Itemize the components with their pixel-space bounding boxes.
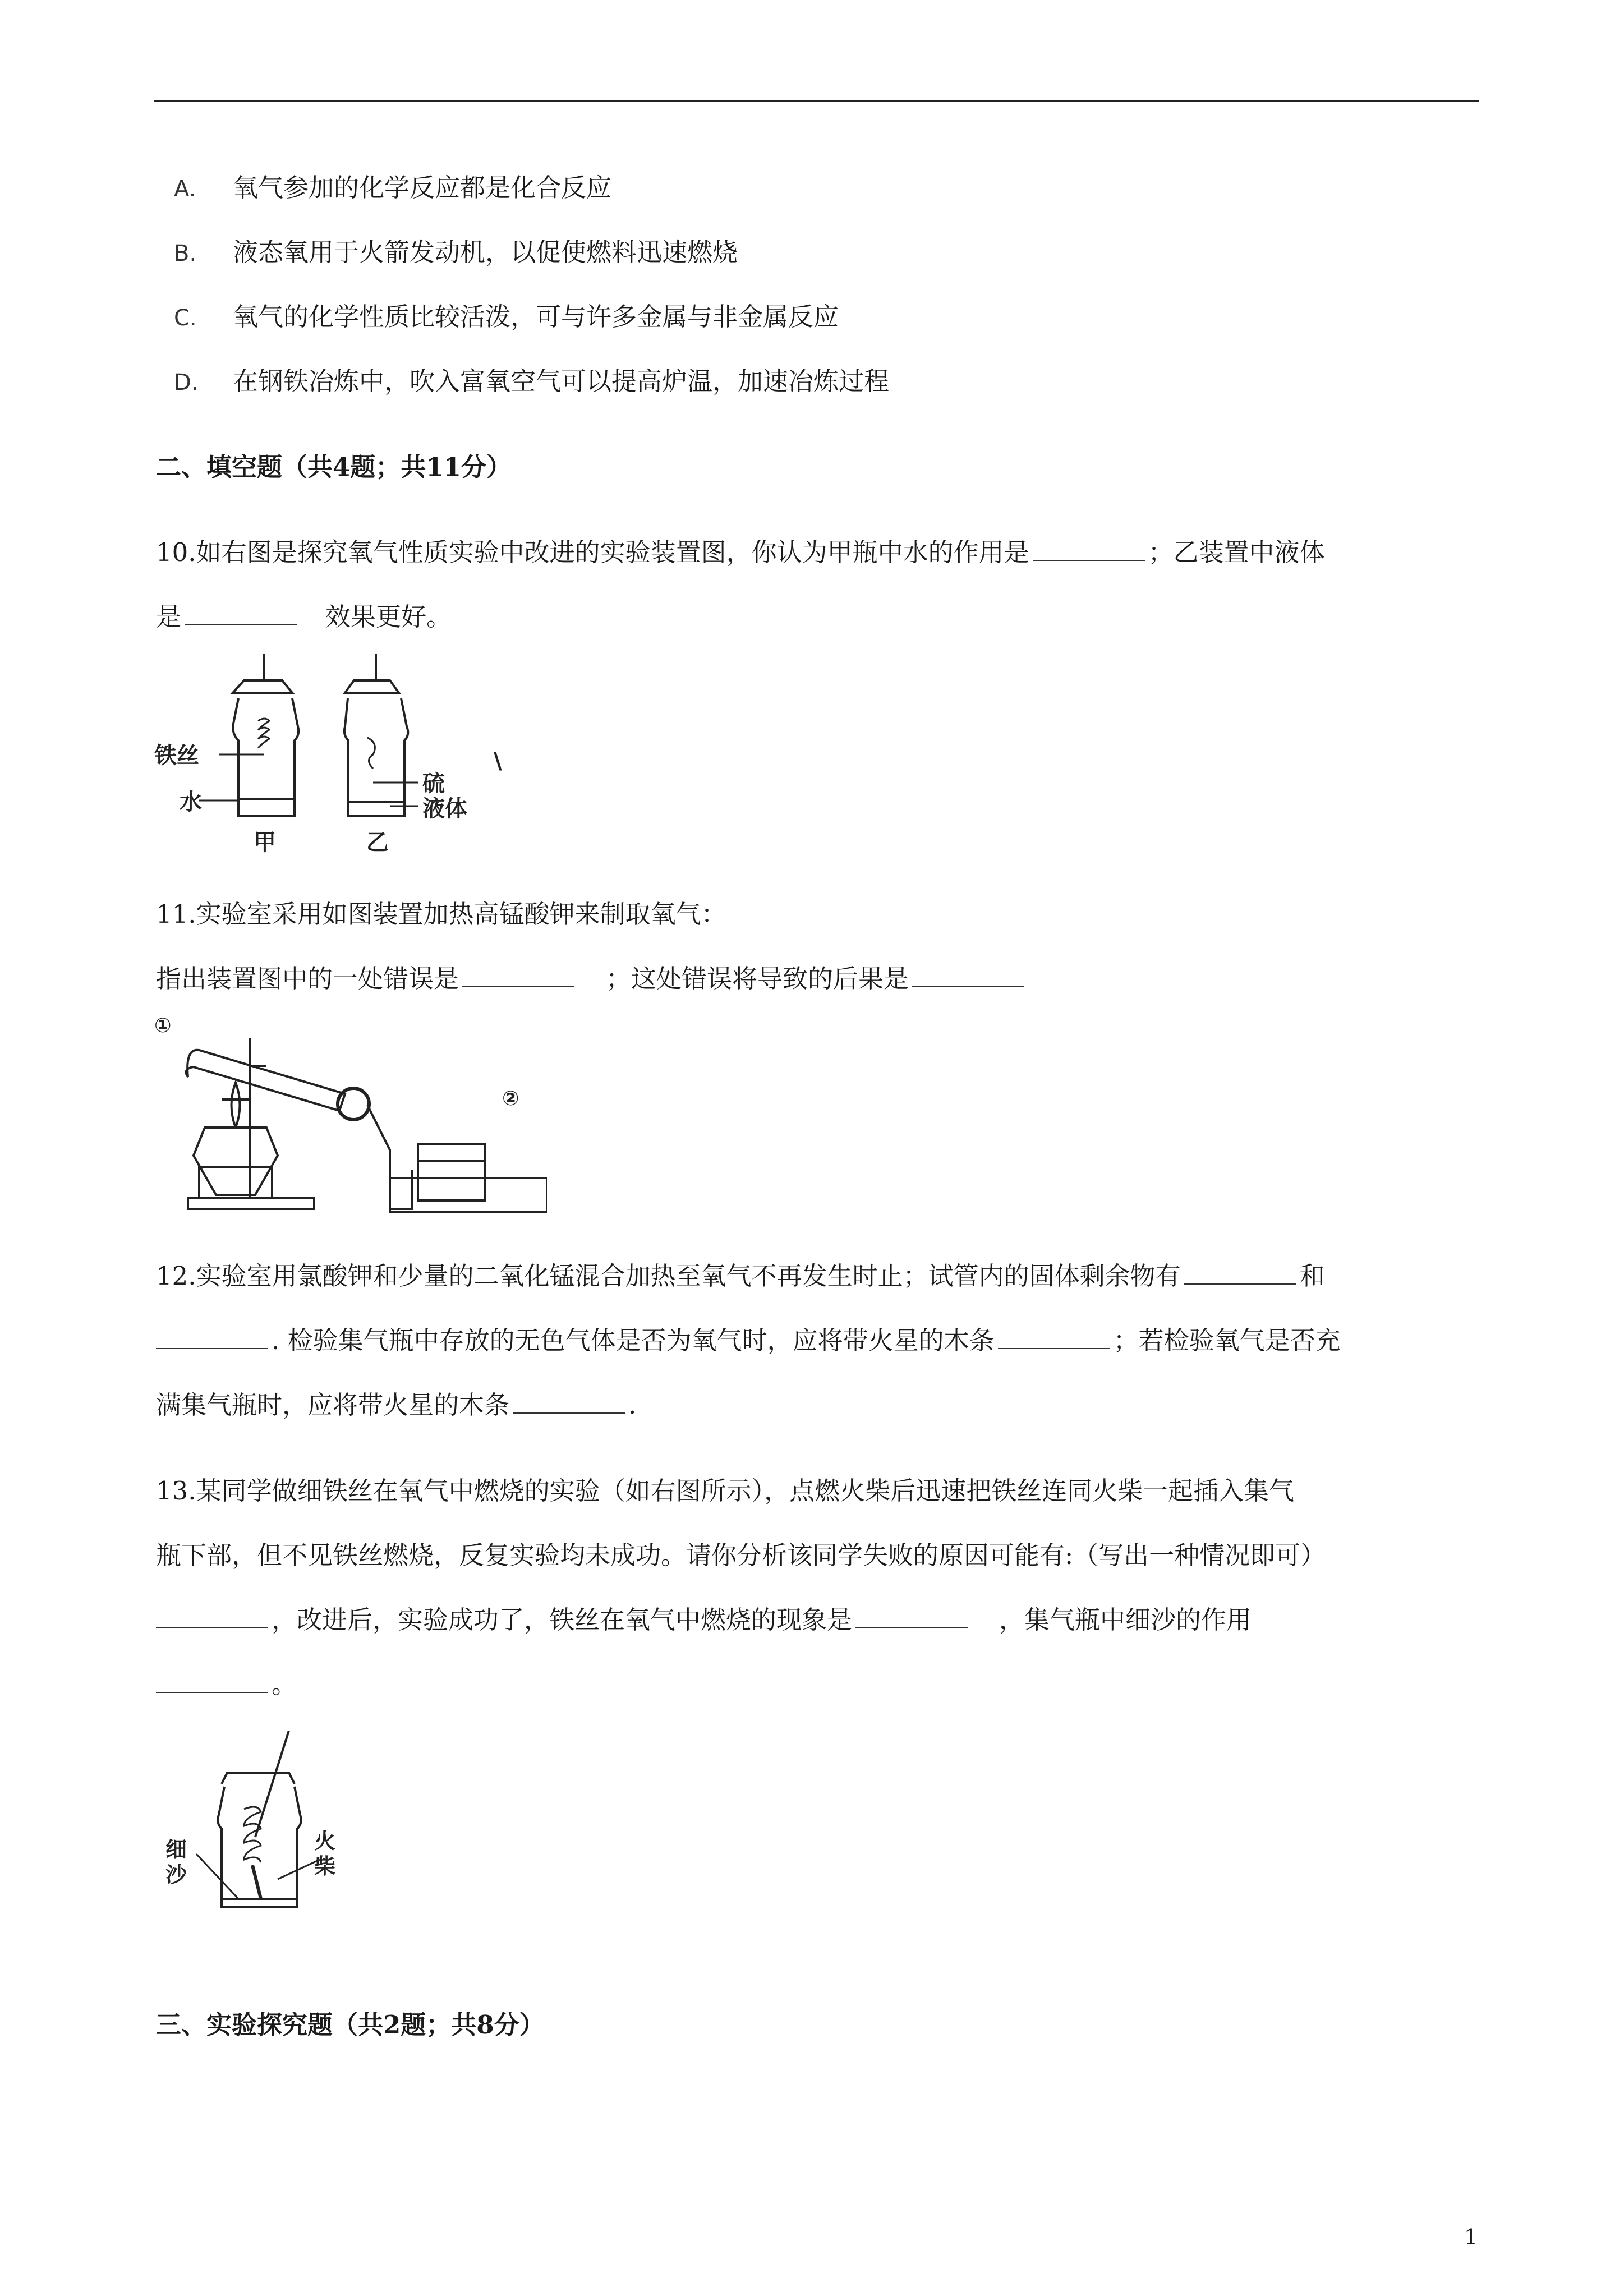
option-c	[174, 300, 839, 335]
answer-blank[interactable]	[855, 1604, 968, 1628]
option-letter: B.	[174, 241, 197, 266]
answer-blank[interactable]	[1184, 1260, 1296, 1285]
section-2-title: 二、填空题（共4题；共11分）	[156, 452, 512, 482]
option-text: 氧气参加的化学反应都是化合反应	[233, 173, 612, 203]
header-rule	[154, 100, 1479, 102]
answer-blank[interactable]	[156, 1604, 268, 1628]
q13-line-4	[156, 1668, 297, 1701]
q12-text: 和	[1299, 1261, 1325, 1291]
jar-jia	[233, 654, 298, 816]
answer-blank[interactable]	[912, 963, 1024, 987]
answer-blank[interactable]	[156, 1324, 268, 1349]
q12-line-3	[156, 1388, 636, 1422]
section-3-title: 三、实验探究题（共2题；共8分）	[156, 2010, 545, 2040]
answer-blank[interactable]	[156, 1668, 268, 1693]
label-match-2: 柴	[314, 1854, 336, 1879]
option-b	[174, 236, 738, 270]
answer-blank[interactable]	[998, 1324, 1110, 1349]
q10-line-1	[156, 536, 1325, 569]
q13-text: ，改进后，实验成功了，铁丝在氧气中燃烧的现象是	[272, 1605, 853, 1635]
option-a	[174, 171, 611, 206]
jar-yi	[344, 654, 408, 816]
label-circled-2: ②	[502, 1087, 519, 1110]
q13-text: ，集气瓶中细沙的作用	[999, 1605, 1252, 1635]
q11-line-1: 11.实验室采用如图装置加热高锰酸钾来制取氧气：	[156, 899, 726, 929]
q12-text: .	[628, 1390, 637, 1420]
q11-text: ；这处错误将导致的后果是	[606, 964, 909, 993]
q12-text: . 检验集气瓶中存放的无色气体是否为氧气时，应将带火星的木条	[272, 1326, 995, 1355]
option-letter: D.	[174, 370, 199, 395]
label-sand-2: 沙	[165, 1862, 187, 1887]
answer-blank[interactable]	[1033, 536, 1145, 561]
q10-text: 是	[156, 602, 182, 632]
label-water: 水	[180, 789, 202, 815]
q11-line-2	[156, 962, 1028, 996]
label-sulfur: 硫	[422, 771, 445, 797]
q13-apparatus-figure	[154, 1731, 356, 1921]
label-match-1: 火	[314, 1829, 336, 1853]
q12-text: 12.实验室用氯酸钾和少量的二氧化锰混合加热至氧气不再发生时止；试管内的固体剩余物有	[156, 1261, 1181, 1291]
option-d	[174, 365, 889, 399]
option-text: 氧气的化学性质比较活泼，可与许多金属与非金属反应	[233, 302, 839, 332]
q10-apparatus-figure	[154, 654, 536, 861]
q13-line-2: 瓶下部，但不见铁丝燃烧，反复实验均未成功。请你分析该同学失败的原因可能有:（写出一种情况即可）	[156, 1540, 1326, 1570]
option-text: 液态氧用于火箭发动机，以促使燃料迅速燃烧	[233, 237, 738, 267]
option-letter: C.	[174, 305, 197, 331]
q11-text: 指出装置图中的一处错误是	[156, 964, 459, 993]
q12-text: ；若检验氧气是否充	[1113, 1326, 1341, 1355]
q10-text: ；乙装置中液体	[1148, 537, 1325, 567]
label-circled-1: ①	[154, 1015, 172, 1037]
stray-mark: \	[494, 748, 502, 774]
q12-text: 满集气瓶时，应将带火星的木条	[156, 1390, 510, 1420]
q13-text: 。	[272, 1669, 297, 1699]
label-sand-1: 细	[165, 1837, 187, 1862]
option-text: 在钢铁冶炼中，吹入富氧空气可以提高炉温，加速冶炼过程	[233, 366, 890, 396]
label-yi: 乙	[366, 830, 389, 855]
label-wire: 铁丝	[154, 743, 199, 769]
label-liquid: 液体	[422, 796, 467, 822]
q12-line-1	[156, 1259, 1325, 1293]
answer-blank[interactable]	[462, 963, 574, 987]
q10-text: 效果更好。	[325, 602, 452, 632]
page-number: 1	[1464, 2225, 1478, 2249]
answer-blank[interactable]	[513, 1389, 625, 1414]
label-jia: 甲	[254, 830, 276, 855]
option-letter: A.	[174, 176, 196, 202]
q13-line-3	[156, 1603, 1252, 1637]
q11-apparatus-figure	[154, 1015, 547, 1217]
q13-line-1: 13.某同学做细铁丝在氧气中燃烧的实验（如右图所示），点燃火柴后迅速把铁丝连同火柴一起插入集气	[156, 1476, 1295, 1506]
q10-line-2	[156, 600, 452, 634]
q10-text: 10.如右图是探究氧气性质实验中改进的实验装置图，你认为甲瓶中水的作用是	[156, 537, 1029, 567]
answer-blank[interactable]	[185, 601, 297, 625]
q12-line-2	[156, 1324, 1341, 1358]
